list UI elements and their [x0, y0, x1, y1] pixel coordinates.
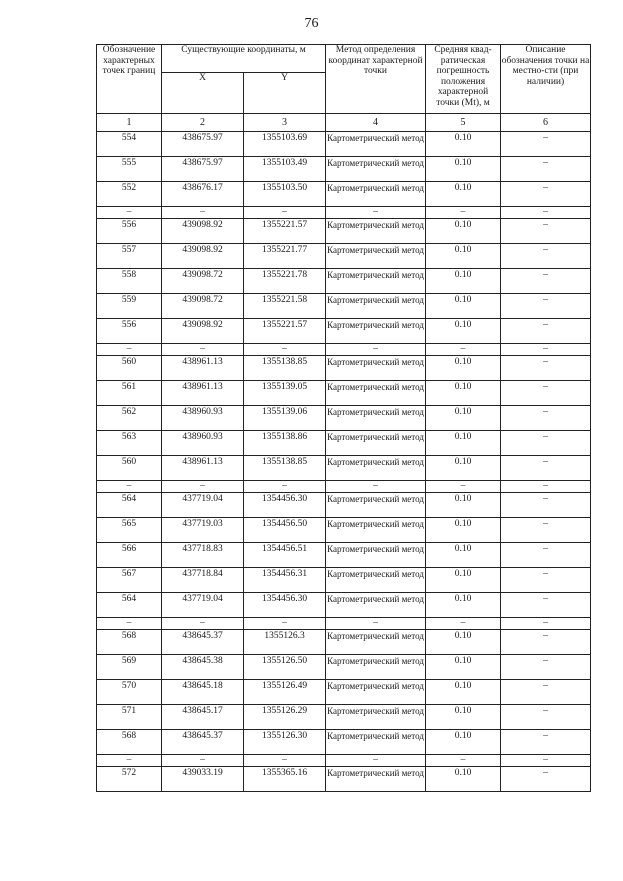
point-cell: 562	[97, 406, 162, 431]
y-coordinate-cell: 1355103.49	[244, 157, 326, 182]
point-cell: 561	[97, 381, 162, 406]
description-cell: –	[501, 182, 591, 207]
column-number: 3	[244, 114, 326, 132]
x-coordinate-cell: –	[162, 755, 244, 767]
table-row	[97, 655, 591, 680]
mt-cell: 0.10	[426, 543, 501, 568]
x-coordinate-cell: 438645.18	[162, 680, 244, 705]
y-coordinate-cell: 1355103.50	[244, 182, 326, 207]
column-number: 5	[426, 114, 501, 132]
point-cell: –	[97, 481, 162, 493]
point-cell: 569	[97, 655, 162, 680]
point-cell: –	[97, 755, 162, 767]
column-number: 4	[326, 114, 426, 132]
y-coordinate-cell: 1355138.85	[244, 356, 326, 381]
mt-cell: 0.10	[426, 269, 501, 294]
point-cell: 559	[97, 294, 162, 319]
method-cell: Картометрический метод	[326, 244, 426, 269]
mt-cell: –	[426, 481, 501, 493]
x-coordinate-cell: 438645.17	[162, 705, 244, 730]
point-cell: 564	[97, 593, 162, 618]
method-cell: Картометрический метод	[326, 406, 426, 431]
description-cell: –	[501, 618, 591, 630]
x-coordinate-cell: 438676.17	[162, 182, 244, 207]
description-cell: –	[501, 294, 591, 319]
table-row	[97, 157, 591, 182]
x-coordinate-cell: –	[162, 344, 244, 356]
description-cell: –	[501, 568, 591, 593]
description-cell: –	[501, 493, 591, 518]
y-coordinate-cell: 1355126.30	[244, 730, 326, 755]
y-coordinate-cell: 1355221.57	[244, 319, 326, 344]
table-row	[97, 730, 591, 755]
y-coordinate-cell: 1355126.50	[244, 655, 326, 680]
mt-cell: 0.10	[426, 157, 501, 182]
description-cell: –	[501, 755, 591, 767]
mt-cell: 0.10	[426, 132, 501, 157]
y-coordinate-cell: 1354456.30	[244, 493, 326, 518]
method-cell: Картометрический метод	[326, 518, 426, 543]
method-cell: –	[326, 618, 426, 630]
method-cell: Картометрический метод	[326, 593, 426, 618]
coordinates-table	[96, 44, 591, 792]
method-cell: Картометрический метод	[326, 630, 426, 655]
y-coordinate-cell: 1355365.16	[244, 767, 326, 792]
method-cell: Картометрический метод	[326, 456, 426, 481]
method-cell: Картометрический метод	[326, 132, 426, 157]
x-coordinate-cell: 439098.72	[162, 294, 244, 319]
description-cell: –	[501, 356, 591, 381]
separator-row	[97, 344, 591, 356]
description-cell: –	[501, 630, 591, 655]
x-coordinate-cell: 437718.84	[162, 568, 244, 593]
x-coordinate-cell: 437719.04	[162, 493, 244, 518]
header-method: Метод определения координат характерной точки	[326, 45, 426, 114]
table-row	[97, 593, 591, 618]
header-y: Y	[244, 73, 326, 114]
x-coordinate-cell: 439098.92	[162, 219, 244, 244]
y-coordinate-cell: –	[244, 481, 326, 493]
header-coordinates: Существующие координаты, м	[162, 45, 326, 73]
header-description: Описание обозначения точки на местно-сти (при наличии)	[501, 45, 591, 114]
x-coordinate-cell: 439033.19	[162, 767, 244, 792]
point-cell: –	[97, 344, 162, 356]
mt-cell: 0.10	[426, 244, 501, 269]
mt-cell: 0.10	[426, 294, 501, 319]
point-cell: 566	[97, 543, 162, 568]
x-coordinate-cell: 437719.03	[162, 518, 244, 543]
table-row	[97, 219, 591, 244]
method-cell: Картометрический метод	[326, 381, 426, 406]
header-mt: Средняя квад-ратическая погрешность положения характерной точки (Mt), м	[426, 45, 501, 114]
y-coordinate-cell: 1355221.77	[244, 244, 326, 269]
y-coordinate-cell: 1355126.49	[244, 680, 326, 705]
description-cell: –	[501, 406, 591, 431]
point-cell: 570	[97, 680, 162, 705]
mt-cell: 0.10	[426, 182, 501, 207]
column-number: 2	[162, 114, 244, 132]
x-coordinate-cell: 438960.93	[162, 431, 244, 456]
point-cell: 564	[97, 493, 162, 518]
separator-row	[97, 618, 591, 630]
point-cell: 571	[97, 705, 162, 730]
method-cell: Картометрический метод	[326, 157, 426, 182]
point-cell: 554	[97, 132, 162, 157]
method-cell: Картометрический метод	[326, 680, 426, 705]
method-cell: Картометрический метод	[326, 356, 426, 381]
mt-cell: 0.10	[426, 680, 501, 705]
y-coordinate-cell: –	[244, 207, 326, 219]
mt-cell: 0.10	[426, 705, 501, 730]
method-cell: Картометрический метод	[326, 655, 426, 680]
mt-cell: 0.10	[426, 456, 501, 481]
header-point: Обозначение характерных точек границ	[97, 45, 162, 114]
description-cell: –	[501, 269, 591, 294]
method-cell: Картометрический метод	[326, 543, 426, 568]
column-number: 1	[97, 114, 162, 132]
point-cell: 563	[97, 431, 162, 456]
mt-cell: 0.10	[426, 593, 501, 618]
description-cell: –	[501, 593, 591, 618]
point-cell: –	[97, 618, 162, 630]
y-coordinate-cell: 1355221.78	[244, 269, 326, 294]
table-row	[97, 182, 591, 207]
y-coordinate-cell: 1355139.05	[244, 381, 326, 406]
x-coordinate-cell: –	[162, 207, 244, 219]
x-coordinate-cell: 438645.38	[162, 655, 244, 680]
y-coordinate-cell: 1354456.51	[244, 543, 326, 568]
method-cell: –	[326, 344, 426, 356]
x-coordinate-cell: 437719.04	[162, 593, 244, 618]
mt-cell: 0.10	[426, 630, 501, 655]
x-coordinate-cell: 438645.37	[162, 730, 244, 755]
table-row	[97, 493, 591, 518]
table-row	[97, 381, 591, 406]
point-cell: 556	[97, 319, 162, 344]
description-cell: –	[501, 456, 591, 481]
description-cell: –	[501, 705, 591, 730]
x-coordinate-cell: 438675.97	[162, 132, 244, 157]
method-cell: Картометрический метод	[326, 219, 426, 244]
column-number: 6	[501, 114, 591, 132]
point-cell: 560	[97, 456, 162, 481]
x-coordinate-cell: 438961.13	[162, 356, 244, 381]
description-cell: –	[501, 543, 591, 568]
description-cell: –	[501, 655, 591, 680]
table-row	[97, 518, 591, 543]
method-cell: Картометрический метод	[326, 568, 426, 593]
table-row	[97, 356, 591, 381]
y-coordinate-cell: 1354456.31	[244, 568, 326, 593]
x-coordinate-cell: 438960.93	[162, 406, 244, 431]
x-coordinate-cell: 439098.72	[162, 269, 244, 294]
description-cell: –	[501, 244, 591, 269]
table-row	[97, 680, 591, 705]
y-coordinate-cell: 1354456.50	[244, 518, 326, 543]
y-coordinate-cell: –	[244, 344, 326, 356]
table-row	[97, 543, 591, 568]
point-cell: 555	[97, 157, 162, 182]
mt-cell: 0.10	[426, 568, 501, 593]
mt-cell: 0.10	[426, 767, 501, 792]
x-coordinate-cell: –	[162, 481, 244, 493]
separator-row	[97, 481, 591, 493]
column-number-row	[97, 114, 591, 132]
mt-cell: 0.10	[426, 381, 501, 406]
point-cell: 558	[97, 269, 162, 294]
mt-cell: 0.10	[426, 319, 501, 344]
x-coordinate-cell: 439098.92	[162, 319, 244, 344]
page-number: 76	[304, 16, 319, 31]
method-cell: Картометрический метод	[326, 182, 426, 207]
separator-row	[97, 755, 591, 767]
description-cell: –	[501, 344, 591, 356]
table-row	[97, 630, 591, 655]
x-coordinate-cell: 437718.83	[162, 543, 244, 568]
method-cell: –	[326, 755, 426, 767]
point-cell: 560	[97, 356, 162, 381]
method-cell: –	[326, 481, 426, 493]
description-cell: –	[501, 207, 591, 219]
description-cell: –	[501, 319, 591, 344]
method-cell: Картометрический метод	[326, 431, 426, 456]
mt-cell: 0.10	[426, 406, 501, 431]
description-cell: –	[501, 481, 591, 493]
table-body	[97, 132, 591, 792]
method-cell: Картометрический метод	[326, 319, 426, 344]
description-cell: –	[501, 157, 591, 182]
description-cell: –	[501, 730, 591, 755]
point-cell: 565	[97, 518, 162, 543]
table-row	[97, 767, 591, 792]
point-cell: 568	[97, 730, 162, 755]
separator-row	[97, 207, 591, 219]
y-coordinate-cell: –	[244, 618, 326, 630]
y-coordinate-cell: 1355126.3	[244, 630, 326, 655]
table-row	[97, 132, 591, 157]
x-coordinate-cell: 438675.97	[162, 157, 244, 182]
x-coordinate-cell: 438645.37	[162, 630, 244, 655]
mt-cell: 0.10	[426, 431, 501, 456]
point-cell: 572	[97, 767, 162, 792]
x-coordinate-cell: 438961.13	[162, 381, 244, 406]
point-cell: 567	[97, 568, 162, 593]
mt-cell: –	[426, 344, 501, 356]
point-cell: 557	[97, 244, 162, 269]
x-coordinate-cell: 439098.92	[162, 244, 244, 269]
x-coordinate-cell: 438961.13	[162, 456, 244, 481]
mt-cell: 0.10	[426, 356, 501, 381]
description-cell: –	[501, 767, 591, 792]
method-cell: Картометрический метод	[326, 767, 426, 792]
point-cell: 568	[97, 630, 162, 655]
y-coordinate-cell: 1355139.06	[244, 406, 326, 431]
y-coordinate-cell: 1355103.69	[244, 132, 326, 157]
method-cell: Картометрический метод	[326, 493, 426, 518]
y-coordinate-cell: 1355126.29	[244, 705, 326, 730]
y-coordinate-cell: 1355221.58	[244, 294, 326, 319]
mt-cell: 0.10	[426, 493, 501, 518]
table-row	[97, 568, 591, 593]
y-coordinate-cell: 1355138.86	[244, 431, 326, 456]
point-cell: 552	[97, 182, 162, 207]
mt-cell: 0.10	[426, 655, 501, 680]
x-coordinate-cell: –	[162, 618, 244, 630]
table-row	[97, 705, 591, 730]
method-cell: Картометрический метод	[326, 294, 426, 319]
description-cell: –	[501, 132, 591, 157]
method-cell: Картометрический метод	[326, 269, 426, 294]
mt-cell: 0.10	[426, 730, 501, 755]
description-cell: –	[501, 680, 591, 705]
method-cell: –	[326, 207, 426, 219]
point-cell: 556	[97, 219, 162, 244]
method-cell: Картометрический метод	[326, 730, 426, 755]
y-coordinate-cell: 1355138.85	[244, 456, 326, 481]
table-row	[97, 269, 591, 294]
description-cell: –	[501, 219, 591, 244]
mt-cell: –	[426, 618, 501, 630]
y-coordinate-cell: 1355221.57	[244, 219, 326, 244]
header-x: X	[162, 73, 244, 114]
y-coordinate-cell: –	[244, 755, 326, 767]
mt-cell: –	[426, 207, 501, 219]
mt-cell: –	[426, 755, 501, 767]
table-row	[97, 244, 591, 269]
table-row	[97, 319, 591, 344]
method-cell: Картометрический метод	[326, 705, 426, 730]
mt-cell: 0.10	[426, 219, 501, 244]
table-row	[97, 406, 591, 431]
point-cell: –	[97, 207, 162, 219]
y-coordinate-cell: 1354456.30	[244, 593, 326, 618]
description-cell: –	[501, 381, 591, 406]
mt-cell: 0.10	[426, 518, 501, 543]
description-cell: –	[501, 518, 591, 543]
table-row	[97, 294, 591, 319]
table-row	[97, 431, 591, 456]
table-row	[97, 456, 591, 481]
description-cell: –	[501, 431, 591, 456]
